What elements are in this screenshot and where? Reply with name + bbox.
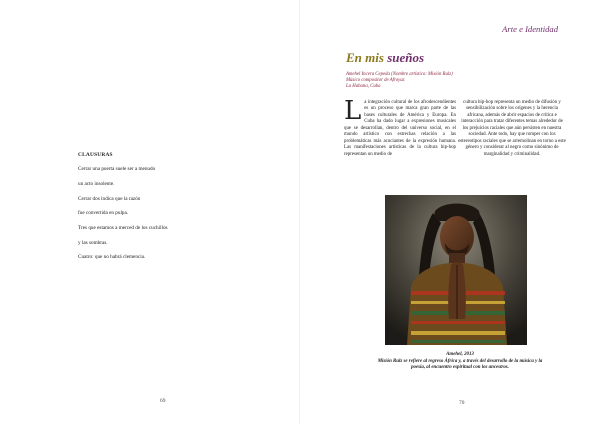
drop-cap: L: [344, 96, 362, 126]
portrait-image: [385, 195, 527, 345]
poem: [78, 152, 278, 269]
poem-line: Tres que estamos a merced de los cuchillos: [78, 224, 168, 231]
photo-caption-line: Misión Rulz se refiere al regreso África y, a través del desarrollo de la música y la: [377, 358, 543, 364]
poem-title: CLAUSURAS: [78, 152, 113, 158]
article-title: [346, 50, 424, 66]
poem-line: Cerrar dos indica que la razón: [78, 195, 141, 202]
byline: [346, 72, 546, 90]
byline-author: Amehel Incera Cepeda (Nombre artístico: Misión Rulz): [346, 72, 453, 77]
article-column-right: [458, 100, 566, 158]
photo-caption-title: Amehel, 2013: [446, 352, 474, 357]
page-number-left: 69: [160, 398, 166, 404]
article-title-part2: sueños: [387, 50, 425, 65]
poem-line: Cuatro: que no habrá clemencia.: [78, 254, 146, 261]
poem-line: fue convertida en pulpa.: [78, 210, 129, 217]
poem-line: y las sombras.: [78, 239, 108, 246]
poem-line: un acto insolente.: [78, 181, 115, 188]
page-number-right: 70: [459, 400, 465, 406]
byline-role: Músico compositor de Afroyaz: [346, 77, 405, 83]
article-body-right: cultura hip-hop representa un medio de difusión y sensibilización sobre los orígenes y la herencia africana, además de abrir espacios de crítica e interacción para tratar diferentes temas alrededor de los prejuicios raciales que aún persisten en nuestra sociedad. Ante todo, hay que romper con los estereotipos raciales que se arremolinan en torno a este género y considerar al negro como sinónimo de marginalidad y criminalidad.: [458, 100, 566, 157]
photo-caption: [335, 352, 585, 372]
article-title-part1: En mis: [346, 50, 388, 65]
poem-line: Cerrar una puerta suele ser a menudo: [78, 166, 156, 173]
portrait-photo: [385, 195, 527, 345]
byline-location: La Habana, Cuba: [346, 83, 381, 89]
article-column-left: [344, 96, 456, 158]
article-body-left: a integración cultural de los afrodescendientes es un proceso que marca gran parte de las bases culturales de América y Europa. En Cuba ha dado lugar a expresiones musicales que se desarrollan, dentro del universo social, en el mundo artístico con estrechas relación a las problemáticas más acuciantes de la expresión humana. Las manifestaciones artísticas de la cultura hip-hop representan un medio de: [344, 100, 456, 157]
photo-caption-line: poesía, al encuentro espiritual con los ancestros.: [411, 365, 509, 371]
section-label: Arte e Identidad: [502, 24, 558, 34]
